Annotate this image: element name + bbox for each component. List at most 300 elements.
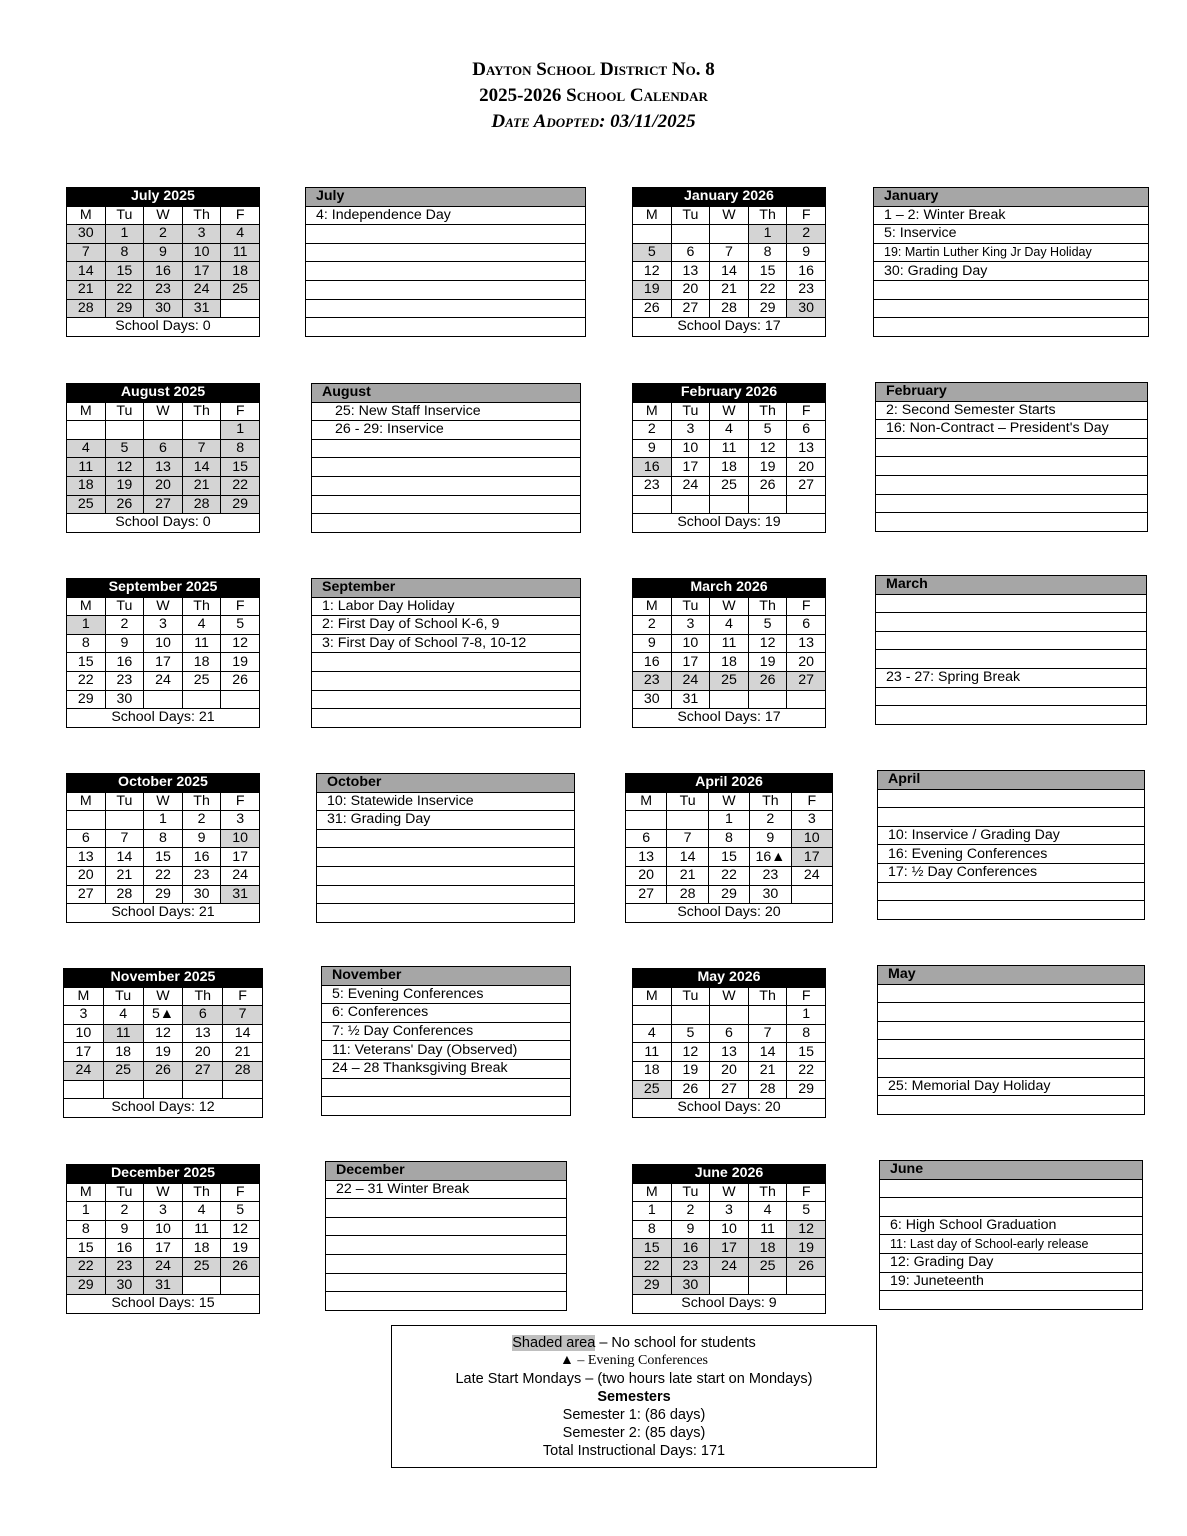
day-cell: 7 <box>667 829 708 848</box>
month-events <box>316 773 575 923</box>
week-row <box>67 616 260 635</box>
day-cell: 31 <box>144 1276 183 1295</box>
event-item <box>317 829 575 848</box>
day-cell: 13 <box>787 634 826 653</box>
event-item: 19: Juneteenth <box>880 1272 1143 1291</box>
day-cell: 28 <box>67 299 106 318</box>
day-cell <box>671 1006 710 1025</box>
day-cell <box>710 690 749 709</box>
day-cell: 24 <box>671 671 710 690</box>
week-row <box>67 421 260 440</box>
day-cell: 12 <box>221 634 260 653</box>
weekday-header: F <box>787 597 826 616</box>
event-item <box>876 687 1147 706</box>
legend-box <box>391 1325 877 1468</box>
day-cell: 29 <box>67 690 106 709</box>
month-calendar <box>66 187 260 337</box>
event-item <box>878 984 1145 1003</box>
day-cell: 3 <box>182 225 221 244</box>
week-row <box>633 458 826 477</box>
day-cell: 27 <box>183 1061 223 1080</box>
week-row <box>626 885 833 904</box>
week-row <box>633 1080 826 1099</box>
event-item <box>878 1040 1145 1059</box>
day-cell: 23 <box>671 1257 710 1276</box>
day-cell <box>710 225 749 244</box>
day-cell: 13 <box>183 1024 223 1043</box>
day-cell: 22 <box>787 1061 826 1080</box>
day-cell: 4 <box>633 1024 672 1043</box>
day-cell: 31 <box>671 690 710 709</box>
day-cell <box>105 421 144 440</box>
event-item <box>876 631 1147 650</box>
event-item: 2: Second Semester Starts <box>876 401 1148 420</box>
day-cell: 23 <box>144 280 183 299</box>
day-cell: 14 <box>667 848 708 867</box>
event-item <box>880 1291 1143 1310</box>
weekday-header: Tu <box>667 792 708 811</box>
day-cell: 25 <box>710 671 749 690</box>
day-cell: 2 <box>144 225 183 244</box>
week-row <box>633 1220 826 1239</box>
day-cell: 25 <box>633 1080 672 1099</box>
day-cell: 8 <box>67 1220 106 1239</box>
day-cell: 9 <box>105 634 144 653</box>
event-item <box>874 318 1149 337</box>
event-item <box>878 1058 1145 1077</box>
month-title: December 2025 <box>67 1165 260 1184</box>
weekday-header: M <box>67 597 106 616</box>
month-calendar <box>625 773 833 923</box>
weekday-header: Th <box>182 792 221 811</box>
event-item <box>312 476 581 495</box>
day-cell: 18 <box>103 1043 143 1062</box>
week-row <box>67 1257 260 1276</box>
weekday-header: M <box>64 987 104 1006</box>
event-item <box>878 789 1145 808</box>
day-cell <box>144 690 183 709</box>
day-cell <box>64 1080 104 1099</box>
month-calendar <box>66 773 260 923</box>
week-row <box>67 280 260 299</box>
event-item <box>306 318 586 337</box>
event-item: 25: Memorial Day Holiday <box>878 1077 1145 1096</box>
weekday-header: F <box>787 987 826 1006</box>
event-item: 1: Labor Day Holiday <box>312 597 581 616</box>
day-cell: 20 <box>787 458 826 477</box>
weekday-header: W <box>710 597 749 616</box>
day-cell: 10 <box>64 1024 104 1043</box>
day-cell: 19 <box>105 476 144 495</box>
week-row <box>633 1061 826 1080</box>
legend-triangle: ▲ – Evening Conferences <box>560 1353 708 1368</box>
day-cell: 14 <box>105 848 144 867</box>
day-cell: 10 <box>221 829 260 848</box>
day-cell: 3 <box>671 616 710 635</box>
day-cell <box>748 495 787 514</box>
month-events <box>875 382 1148 532</box>
day-cell <box>787 495 826 514</box>
day-cell: 19 <box>221 1239 260 1258</box>
month-events <box>311 383 581 533</box>
month-events <box>875 575 1147 725</box>
week-row <box>67 653 260 672</box>
day-cell: 7 <box>748 1024 787 1043</box>
event-item <box>876 457 1148 476</box>
day-cell: 11 <box>182 1220 221 1239</box>
month-title: September 2025 <box>67 579 260 598</box>
weekday-header: W <box>143 987 183 1006</box>
day-cell: 19 <box>748 458 787 477</box>
day-cell: 15 <box>748 262 787 281</box>
week-row <box>67 476 260 495</box>
event-item <box>306 243 586 262</box>
event-item <box>306 280 586 299</box>
weekday-header: W <box>144 1183 183 1202</box>
weekday-header: Th <box>748 987 787 1006</box>
day-cell: 12 <box>671 1043 710 1062</box>
week-row <box>633 1257 826 1276</box>
day-cell: 18 <box>633 1061 672 1080</box>
day-cell: 20 <box>183 1043 223 1062</box>
weekday-header: Tu <box>103 987 143 1006</box>
legend-semesters-title: Semesters <box>597 1389 671 1405</box>
week-row <box>67 885 260 904</box>
school-days: School Days: 9 <box>633 1295 826 1314</box>
week-row <box>67 690 260 709</box>
day-cell: 16 <box>671 1239 710 1258</box>
event-item <box>326 1217 567 1236</box>
week-row <box>64 1024 263 1043</box>
day-cell: 19 <box>633 280 672 299</box>
day-cell: 5 <box>748 421 787 440</box>
day-cell: 26 <box>748 671 787 690</box>
week-row <box>626 811 833 830</box>
weekday-header: W <box>144 402 183 421</box>
day-cell: 10 <box>671 439 710 458</box>
day-cell: 25 <box>182 1257 221 1276</box>
day-cell <box>183 1080 223 1099</box>
weekday-header: M <box>633 597 672 616</box>
weekday-header-row <box>633 206 826 225</box>
event-item: 11: Veterans' Day (Observed) <box>322 1041 571 1060</box>
day-cell: 1 <box>748 225 787 244</box>
day-cell <box>791 885 832 904</box>
school-days: School Days: 20 <box>633 1099 826 1118</box>
day-cell: 9 <box>787 243 826 262</box>
day-cell: 17 <box>221 848 260 867</box>
event-item: 19: Martin Luther King Jr Day Holiday <box>874 243 1149 262</box>
day-cell: 3 <box>144 616 183 635</box>
events-title: May <box>878 966 1145 985</box>
day-cell: 28 <box>667 885 708 904</box>
week-row <box>626 848 833 867</box>
day-cell: 27 <box>787 476 826 495</box>
day-cell: 3 <box>64 1006 104 1025</box>
week-row <box>633 225 826 244</box>
day-cell: 30 <box>787 299 826 318</box>
day-cell: 16 <box>787 262 826 281</box>
weekday-header-row <box>67 597 260 616</box>
week-row <box>633 280 826 299</box>
day-cell: 27 <box>144 495 183 514</box>
event-item: 10: Inservice / Grading Day <box>878 826 1145 845</box>
legend-semester-1: Semester 1: (86 days) <box>562 1407 706 1423</box>
weekday-header: W <box>710 1183 749 1202</box>
event-item <box>312 671 581 690</box>
weekday-header: F <box>221 1183 260 1202</box>
day-cell <box>633 1006 672 1025</box>
school-days: School Days: 19 <box>633 514 826 533</box>
day-cell <box>633 495 672 514</box>
day-cell: 15 <box>787 1043 826 1062</box>
day-cell: 21 <box>67 280 106 299</box>
event-item <box>306 262 586 281</box>
weekday-header: Tu <box>105 597 144 616</box>
day-cell: 1 <box>633 1202 672 1221</box>
event-item: 11: Last day of School-early release <box>880 1235 1143 1254</box>
day-cell: 1 <box>787 1006 826 1025</box>
week-row <box>64 1006 263 1025</box>
event-item: 2: First Day of School K-6, 9 <box>312 616 581 635</box>
day-cell: 27 <box>626 885 667 904</box>
week-row <box>67 299 260 318</box>
day-cell: 6 <box>787 421 826 440</box>
day-cell: 22 <box>144 866 183 885</box>
events-title: October <box>317 774 575 793</box>
day-cell: 22 <box>105 280 144 299</box>
day-cell: 8 <box>221 439 260 458</box>
day-cell <box>787 1276 826 1295</box>
day-cell: 9 <box>105 1220 144 1239</box>
month-events <box>879 1160 1143 1310</box>
weekday-header: W <box>708 792 749 811</box>
school-days: School Days: 0 <box>67 514 260 533</box>
day-cell: 9 <box>182 829 221 848</box>
event-item: 31: Grading Day <box>317 811 575 830</box>
weekday-header-row <box>633 1183 826 1202</box>
weekday-header: W <box>144 792 183 811</box>
event-item: 26 - 29: Inservice <box>312 421 581 440</box>
day-cell: 4 <box>67 439 106 458</box>
weekday-header: Th <box>748 206 787 225</box>
day-cell: 8 <box>105 243 144 262</box>
day-cell: 25 <box>221 280 260 299</box>
event-item: 17: ½ Day Conferences <box>878 863 1145 882</box>
day-cell: 1 <box>105 225 144 244</box>
day-cell: 25 <box>67 495 106 514</box>
event-item: 22 – 31 Winter Break <box>326 1180 567 1199</box>
day-cell: 14 <box>67 262 106 281</box>
day-cell <box>67 811 106 830</box>
day-cell: 2 <box>750 811 791 830</box>
day-cell: 7 <box>710 243 749 262</box>
legend-late-start: Late Start Mondays – (two hours late start on Mondays) <box>455 1371 813 1387</box>
day-cell: 21 <box>105 866 144 885</box>
day-cell: 6 <box>626 829 667 848</box>
day-cell: 2 <box>182 811 221 830</box>
weekday-header: M <box>633 206 672 225</box>
day-cell: 28 <box>748 1080 787 1099</box>
day-cell: 10 <box>791 829 832 848</box>
day-cell: 29 <box>633 1276 672 1295</box>
weekday-header: Tu <box>105 1183 144 1202</box>
day-cell: 21 <box>223 1043 263 1062</box>
event-item <box>317 866 575 885</box>
week-row <box>67 866 260 885</box>
event-item <box>880 1198 1143 1217</box>
week-row <box>633 1202 826 1221</box>
day-cell <box>182 690 221 709</box>
month-title: March 2026 <box>633 579 826 598</box>
day-cell: 22 <box>708 866 749 885</box>
week-row <box>633 1006 826 1025</box>
month-title: May 2026 <box>633 969 826 988</box>
day-cell: 3 <box>791 811 832 830</box>
day-cell: 18 <box>710 653 749 672</box>
day-cell: 2 <box>105 1202 144 1221</box>
day-cell: 21 <box>710 280 749 299</box>
day-cell: 19 <box>787 1239 826 1258</box>
day-cell: 30 <box>750 885 791 904</box>
day-cell: 10 <box>144 634 183 653</box>
day-cell: 4 <box>748 1202 787 1221</box>
event-item <box>317 904 575 923</box>
weekday-header: F <box>221 206 260 225</box>
day-cell: 5 <box>221 616 260 635</box>
weekday-header: M <box>67 792 106 811</box>
day-cell: 17 <box>144 653 183 672</box>
event-item <box>312 690 581 709</box>
day-cell: 2 <box>633 421 672 440</box>
day-cell <box>748 1006 787 1025</box>
event-item: 6: High School Graduation <box>880 1216 1143 1235</box>
day-cell: 9 <box>633 439 672 458</box>
day-cell: 24 <box>671 476 710 495</box>
day-cell: 24 <box>144 1257 183 1276</box>
weekday-header-row <box>67 792 260 811</box>
weekday-header: W <box>144 206 183 225</box>
day-cell: 24 <box>182 280 221 299</box>
event-item: 4: Independence Day <box>306 206 586 225</box>
weekday-header: F <box>221 792 260 811</box>
events-title: June <box>880 1161 1143 1180</box>
events-title: January <box>874 188 1149 207</box>
day-cell: 22 <box>633 1257 672 1276</box>
day-cell: 22 <box>748 280 787 299</box>
day-cell: 10 <box>182 243 221 262</box>
day-cell: 4 <box>710 421 749 440</box>
day-cell: 8 <box>748 243 787 262</box>
day-cell: 11 <box>221 243 260 262</box>
day-cell: 16 <box>105 653 144 672</box>
day-cell: 18 <box>67 476 106 495</box>
day-cell: 5 <box>221 1202 260 1221</box>
day-cell: 13 <box>144 458 183 477</box>
day-cell: 13 <box>67 848 106 867</box>
week-row <box>67 458 260 477</box>
event-item: 6: Conferences <box>322 1004 571 1023</box>
day-cell: 3 <box>710 1202 749 1221</box>
event-item <box>874 299 1149 318</box>
week-row <box>67 811 260 830</box>
weekday-header: M <box>626 792 667 811</box>
day-cell <box>105 811 144 830</box>
weekday-header: F <box>221 597 260 616</box>
event-item <box>876 513 1148 532</box>
day-cell: 28 <box>182 495 221 514</box>
day-cell: 16 <box>105 1239 144 1258</box>
week-row <box>633 690 826 709</box>
events-title: August <box>312 384 581 403</box>
day-cell <box>182 1276 221 1295</box>
weekday-header: M <box>633 987 672 1006</box>
day-cell: 3 <box>144 1202 183 1221</box>
date-adopted: Date Adopted: 03/11/2025 <box>491 111 696 132</box>
day-cell: 4 <box>182 1202 221 1221</box>
day-cell: 10 <box>710 1220 749 1239</box>
day-cell: 26 <box>748 476 787 495</box>
day-cell: 5 <box>105 439 144 458</box>
day-cell: 22 <box>221 476 260 495</box>
event-item <box>876 438 1148 457</box>
weekday-header-row <box>633 597 826 616</box>
day-cell: 18 <box>748 1239 787 1258</box>
day-cell: 12 <box>787 1220 826 1239</box>
month-calendar <box>632 187 826 337</box>
legend-semester-2: Semester 2: (85 days) <box>562 1425 706 1441</box>
day-cell: 15 <box>633 1239 672 1258</box>
day-cell: 24 <box>144 671 183 690</box>
event-item <box>317 848 575 867</box>
weekday-header: Th <box>750 792 791 811</box>
school-days: School Days: 17 <box>633 318 826 337</box>
weekday-header: M <box>633 1183 672 1202</box>
day-cell: 19 <box>748 653 787 672</box>
day-cell: 15 <box>144 848 183 867</box>
event-item <box>876 706 1147 725</box>
month-events <box>325 1161 567 1311</box>
day-cell: 5 <box>633 243 672 262</box>
day-cell: 4 <box>221 225 260 244</box>
day-cell: 28 <box>710 299 749 318</box>
day-cell: 17 <box>182 262 221 281</box>
day-cell: 26 <box>105 495 144 514</box>
day-cell: 12 <box>633 262 672 281</box>
week-row <box>633 439 826 458</box>
school-days: School Days: 20 <box>626 904 833 923</box>
month-title: January 2026 <box>633 188 826 207</box>
month-title: April 2026 <box>626 774 833 793</box>
month-title: July 2025 <box>67 188 260 207</box>
day-cell: 29 <box>144 885 183 904</box>
day-cell: 17 <box>64 1043 104 1062</box>
day-cell: 5▲ <box>143 1006 183 1025</box>
day-cell <box>667 811 708 830</box>
day-cell: 3 <box>671 421 710 440</box>
event-item <box>317 885 575 904</box>
event-item <box>878 1096 1145 1115</box>
weekday-header: F <box>787 206 826 225</box>
day-cell: 21 <box>748 1061 787 1080</box>
day-cell <box>67 421 106 440</box>
day-cell <box>633 225 672 244</box>
event-item <box>878 882 1145 901</box>
event-item <box>326 1273 567 1292</box>
weekday-header: Tu <box>671 987 710 1006</box>
day-cell: 6 <box>671 243 710 262</box>
event-item: 7: ½ Day Conferences <box>322 1022 571 1041</box>
